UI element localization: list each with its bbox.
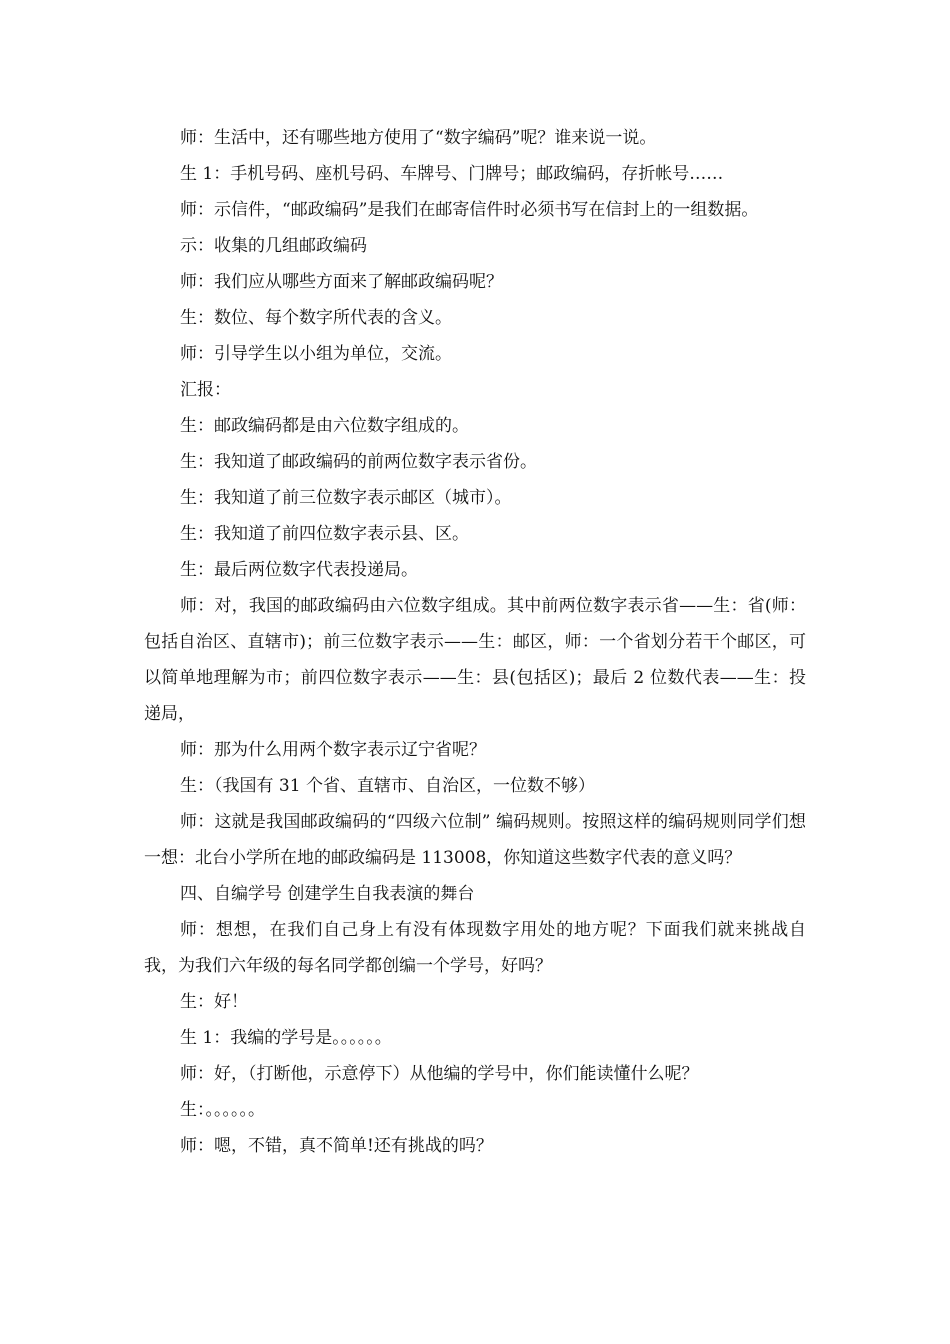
paragraph: 汇报： bbox=[180, 380, 231, 400]
paragraph: 师：嗯，不错，真不简单!还有挑战的吗？ bbox=[180, 1136, 493, 1156]
section-heading: 四、自编学号 创建学生自我表演的舞台 bbox=[180, 884, 475, 904]
paragraph: 师：示信件，“邮政编码”是我们在邮寄信件时必须书写在信封上的一组数据。 bbox=[180, 200, 759, 220]
paragraph: 生：邮政编码都是由六位数字组成的。 bbox=[180, 416, 469, 436]
paragraph: 师：这就是我国邮政编码的“四级六位制” 编码规则。按照这样的编码规则同学们想一想：北台小学所在地的邮政编码是 113008，你知道这些数字代表的意义吗？ bbox=[144, 812, 806, 868]
paragraph: 生 1：我编的学号是。。。。。。 bbox=[180, 1028, 392, 1048]
paragraph: 师：我们应从哪些方面来了解邮政编码呢？ bbox=[180, 272, 503, 292]
paragraph: 生：好！ bbox=[180, 992, 248, 1012]
paragraph: 师：想想，在我们自己身上有没有体现数字用处的地方呢？下面我们就来挑战自我，为我们六年级的每名同学都创编一个学号，好吗？ bbox=[144, 920, 806, 976]
paragraph: 生：我知道了前三位数字表示邮区（城市）。 bbox=[180, 488, 512, 508]
paragraph: 师：生活中，还有哪些地方使用了“数字编码”呢？谁来说一说。 bbox=[180, 128, 657, 148]
paragraph: 师：引导学生以小组为单位，交流。 bbox=[180, 344, 452, 364]
paragraph: 生：我知道了前四位数字表示县、区。 bbox=[180, 524, 469, 544]
paragraph: 生：数位、每个数字所代表的含义。 bbox=[180, 308, 452, 328]
paragraph: 师：那为什么用两个数字表示辽宁省呢？ bbox=[180, 740, 486, 760]
paragraph: 示：收集的几组邮政编码 bbox=[180, 236, 367, 256]
paragraph: 生：（我国有 31 个省、直辖市、自治区，一位数不够） bbox=[180, 776, 595, 796]
paragraph: 生 1：手机号码、座机号码、车牌号、门牌号；邮政编码，存折帐号…… bbox=[180, 164, 724, 184]
paragraph: 生：。。。。。。 bbox=[180, 1100, 265, 1120]
paragraph: 生：我知道了邮政编码的前两位数字表示省份。 bbox=[180, 452, 537, 472]
document-body bbox=[144, 120, 806, 1164]
paragraph: 师：对，我国的邮政编码由六位数字组成。其中前两位数字表示省——生：省(师：包括自治区、直辖市)；前三位数字表示——生：邮区，师：一个省划分若干个邮区，可以简单地理解为市；前四位数字表示——生：县(包括区)；最后 2 位数代表——生：投递局， bbox=[144, 596, 806, 724]
paragraph: 师：好，（打断他，示意停下）从他编的学号中，你们能读懂什么呢？ bbox=[180, 1064, 699, 1084]
paragraph: 生：最后两位数字代表投递局。 bbox=[180, 560, 418, 580]
